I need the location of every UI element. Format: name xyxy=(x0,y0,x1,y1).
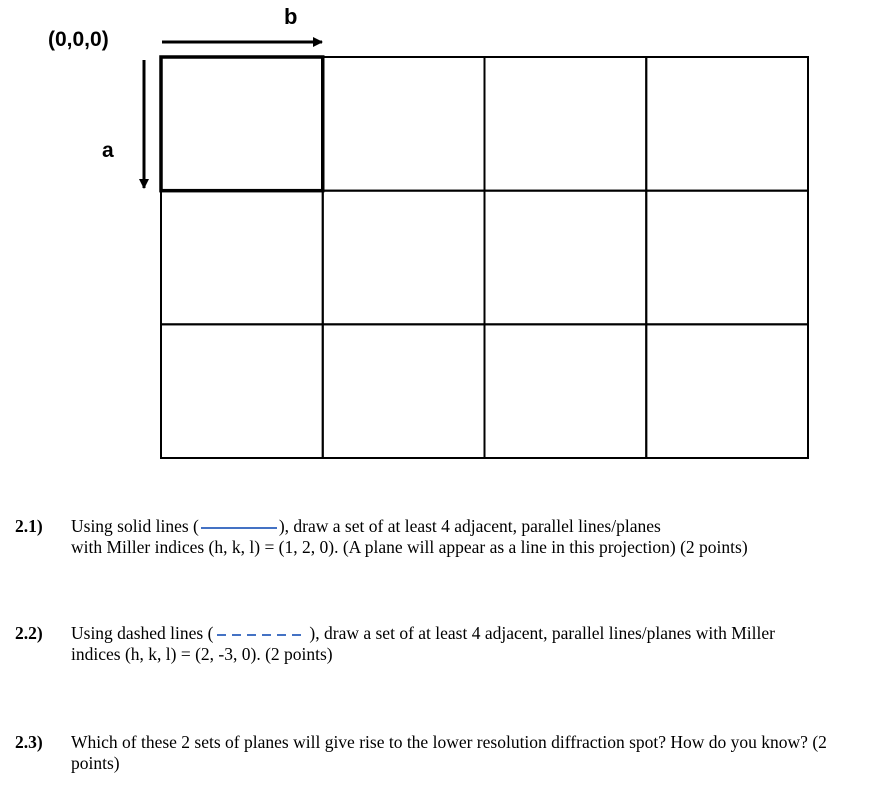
grid-cell xyxy=(323,57,485,191)
unit-cell-highlight xyxy=(161,57,323,191)
grid-cell xyxy=(646,324,808,458)
grid-cell xyxy=(485,324,647,458)
unit-cell-grid xyxy=(161,57,808,458)
origin-label: (0,0,0) xyxy=(48,28,109,51)
solid-line-sample xyxy=(199,524,279,532)
grid-cell xyxy=(485,57,647,191)
dashed-line-sample xyxy=(213,631,309,639)
grid-cell xyxy=(323,191,485,325)
grid-cell xyxy=(646,57,808,191)
question-text: Using dashed lines ( xyxy=(71,623,214,643)
question-number: 2.1) xyxy=(15,516,43,536)
question-text: Which of these 2 sets of planes will give rise to the lower resolution diffraction spot? How do you know? (2 points) xyxy=(71,732,827,773)
axis-a-label: a xyxy=(102,139,114,162)
question-text: with Miller indices (h, k, l) = (1, 2, 0). (A plane will appear as a line in this projection) (2 points) xyxy=(71,537,748,557)
question-number: 2.3) xyxy=(15,732,43,752)
grid-cell xyxy=(485,191,647,325)
question-text: ), draw a set of at least 4 adjacent, parallel lines/planes xyxy=(278,516,661,536)
grid-cell xyxy=(646,191,808,325)
question-number: 2.2) xyxy=(15,623,43,643)
grid-cell xyxy=(161,57,323,191)
grid-cell xyxy=(323,324,485,458)
question-text: indices (h, k, l) = (2, -3, 0). (2 points) xyxy=(71,644,333,664)
grid-cell xyxy=(161,324,323,458)
question-text: Using solid lines ( xyxy=(71,516,199,536)
question-text: ), draw a set of at least 4 adjacent, parallel lines/planes with Miller xyxy=(309,623,775,643)
grid-cell xyxy=(161,191,323,325)
axis-b-label: b xyxy=(284,4,298,29)
